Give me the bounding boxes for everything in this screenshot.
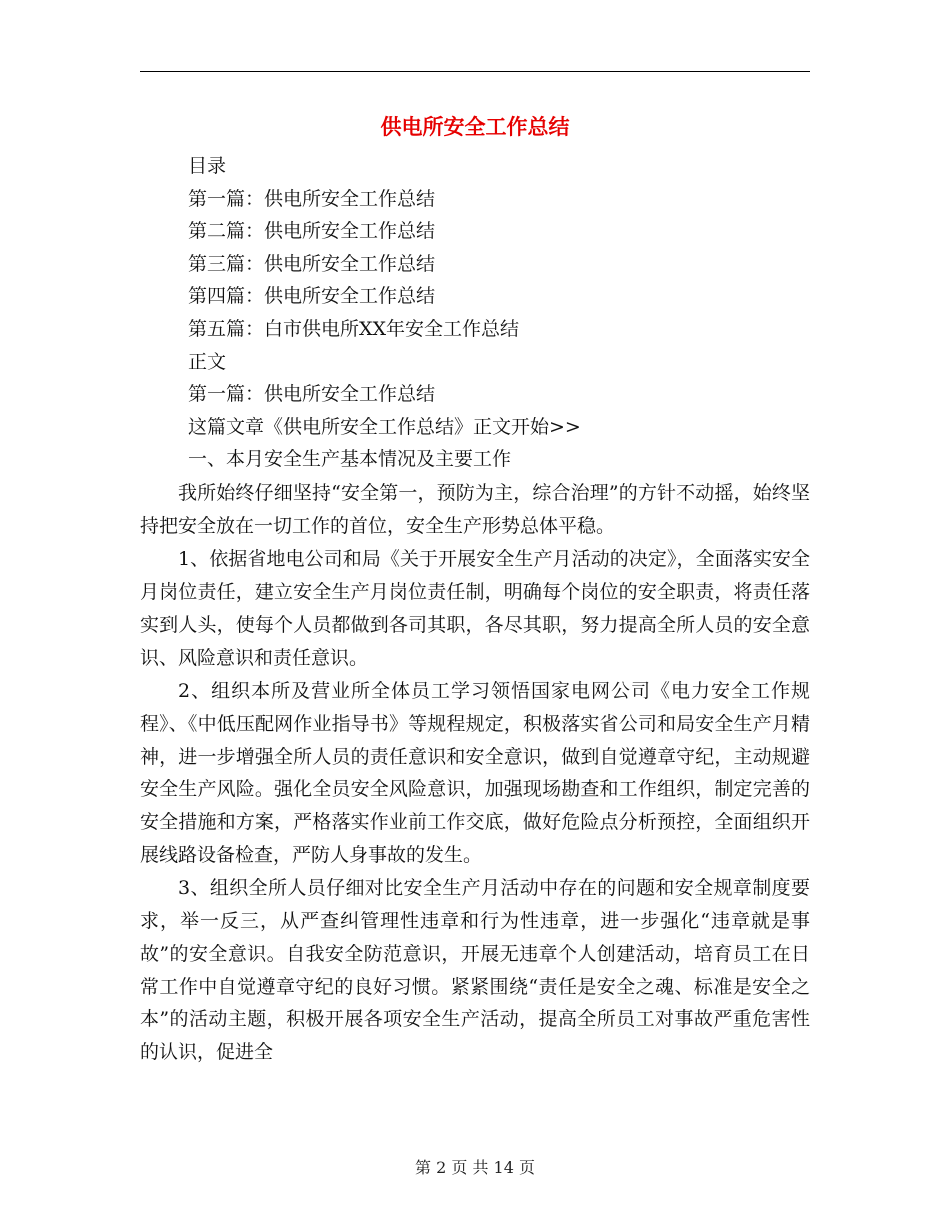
table-of-contents xyxy=(188,150,808,476)
paragraph: 1、依据省地电公司和局《关于开展安全生产月活动的决定》，全面落实安全月岗位责任，建立安全生产月岗位责任制，明确每个岗位的安全职责，将责任落实到人头，使每个人员都做到各司其职，各尽其职，努力提高全所人员的安全意识、风险意识和责任意识。 xyxy=(140,548,810,669)
toc-item: 第四篇：供电所安全工作总结 xyxy=(188,285,436,308)
paragraph: 3、组织全所人员仔细对比安全生产月活动中存在的问题和安全规章制度要求，举一反三，从严查纠管理性违章和行为性违章，进一步强化“违章就是事故”的安全意识。自我安全防范意识，开展无违章个人创建活动，培育员工在日常工作中自觉遵章守纪的良好习惯。紧紧围绕“责任是安全之魂、标准是安全之本”的活动主题，积极开展各项安全生产活动，提高全所员工对事故严重危害性的认识，促进全 xyxy=(140,877,810,1063)
chapter-heading: 第一篇：供电所安全工作总结 xyxy=(188,383,436,406)
body-heading: 正文 xyxy=(188,350,227,373)
header-rule xyxy=(140,71,810,72)
section-heading: 一、本月安全生产基本情况及主要工作 xyxy=(188,448,512,471)
page-footer: 第 2 页 共 14 页 xyxy=(415,1158,535,1177)
toc-item: 第三篇：供电所安全工作总结 xyxy=(188,252,436,275)
document-title: 供电所安全工作总结 xyxy=(380,115,570,139)
toc-heading: 目录 xyxy=(188,155,227,177)
paragraph: 2、组织本所及营业所全体员工学习领悟国家电网公司《电力安全工作规程》、《中低压配网作业指导书》等规程规定，积极落实省公司和局安全生产月精神，进一步增强全所人员的责任意识和安全意识，做到自觉遵章守纪，主动规避安全生产风险。强化全员安全风险意识，加强现场勘查和工作组织，制定完善的安全措施和方案，严格落实作业前工作交底，做好危险点分析预控，全面组织开展线路设备检查，严防人身事故的发生。 xyxy=(140,680,810,866)
body-text xyxy=(140,477,810,1070)
paragraph: 我所始终仔细坚持“安全第一，预防为主，综合治理”的方针不动摇，始终坚持把安全放在一切工作的首位，安全生产形势总体平稳。 xyxy=(140,482,810,537)
toc-item: 第二篇：供电所安全工作总结 xyxy=(188,220,436,243)
toc-item: 第五篇：白市供电所XX年安全工作总结 xyxy=(188,317,520,340)
toc-item: 第一篇：供电所安全工作总结 xyxy=(188,187,436,210)
article-start-note: 这篇文章《供电所安全工作总结》正文开始>> xyxy=(188,415,581,438)
